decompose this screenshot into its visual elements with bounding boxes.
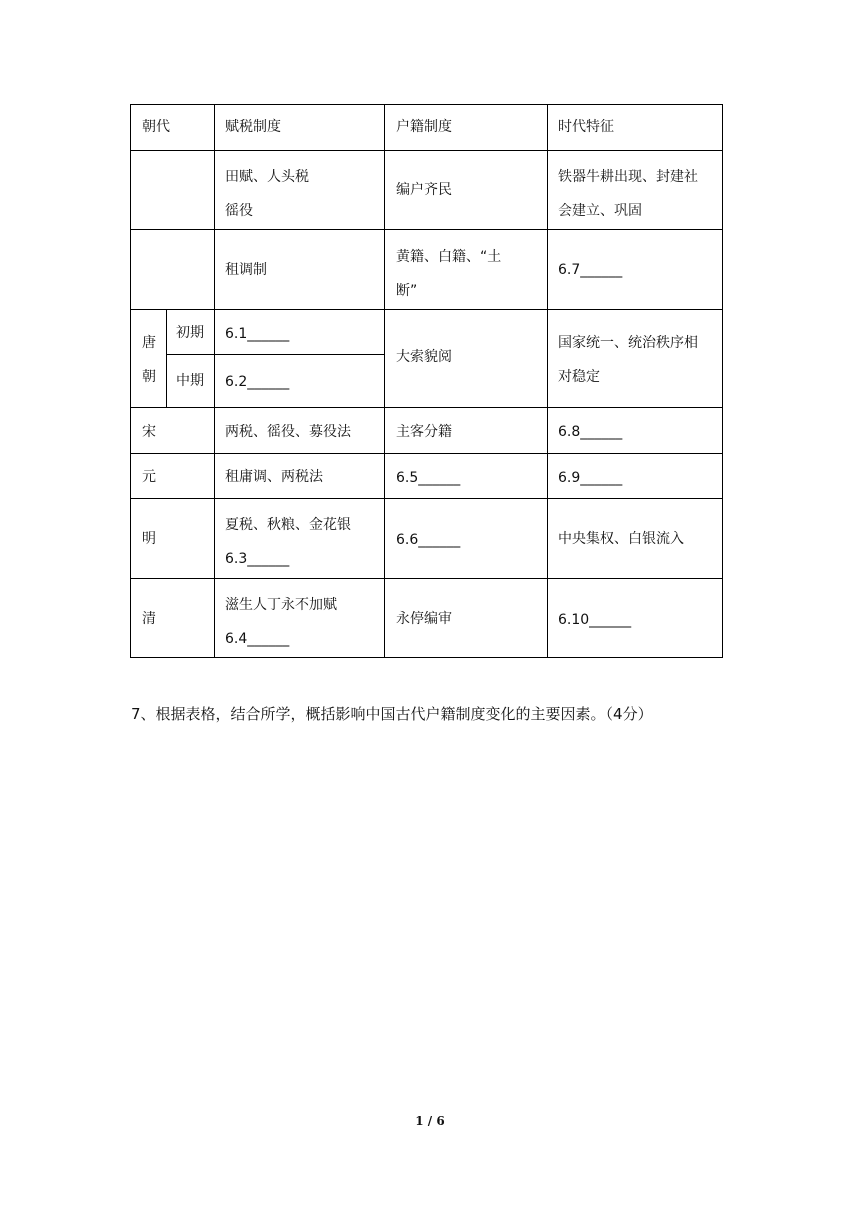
tang-household: 大索貌阅 xyxy=(396,349,452,365)
tang-early-tax-blank: 6.1______ xyxy=(225,326,290,342)
song-dynasty: 宋 xyxy=(142,424,156,440)
wei-household-line2: 断” xyxy=(396,283,418,299)
column-divider xyxy=(547,104,548,658)
wei-household xyxy=(396,240,501,308)
qing-feature-blank: 6.10______ xyxy=(558,612,632,628)
table-border xyxy=(130,104,131,658)
header-household: 户籍制度 xyxy=(396,119,452,135)
tang-feature-line2: 对稳定 xyxy=(558,369,600,385)
tang-dynasty xyxy=(142,326,156,394)
ming-feature: 中央集权、白银流入 xyxy=(558,531,684,547)
qing-tax xyxy=(225,588,337,656)
tang-feature-line1: 国家统一、统治秩序相 xyxy=(558,335,698,351)
table-border xyxy=(722,104,723,658)
qin-feature-line2: 会建立、巩固 xyxy=(558,203,642,219)
qing-dynasty: 清 xyxy=(142,611,156,627)
yuan-household-blank: 6.5______ xyxy=(396,470,461,486)
qin-tax-line1: 田赋、人头税 xyxy=(225,169,309,185)
wei-tax: 租调制 xyxy=(225,262,267,278)
ming-dynasty: 明 xyxy=(142,531,156,547)
song-feature-blank: 6.8______ xyxy=(558,424,623,440)
column-divider xyxy=(166,309,167,407)
tang-mid-label: 中期 xyxy=(176,373,204,389)
ming-household-blank: 6.6______ xyxy=(396,532,461,548)
qing-tax-line1: 滋生人丁永不加赋 xyxy=(225,597,337,613)
qin-feature xyxy=(558,160,698,228)
wei-feature-blank: 6.7______ xyxy=(558,262,623,278)
row-divider xyxy=(130,453,723,454)
song-household: 主客分籍 xyxy=(396,424,452,440)
ming-tax xyxy=(225,508,351,576)
qin-feature-line1: 铁器牛耕出现、封建社 xyxy=(558,169,698,185)
tang-dynasty-char1: 唐 xyxy=(142,335,156,351)
question-7: 7、根据表格，结合所学，概括影响中国古代户籍制度变化的主要因素。（4分） xyxy=(131,705,653,723)
tang-early-label: 初期 xyxy=(176,325,204,341)
song-tax: 两税、徭役、募役法 xyxy=(225,424,351,440)
ming-tax-line2-blank: 6.3______ xyxy=(225,551,290,567)
yuan-dynasty: 元 xyxy=(142,469,156,485)
row-divider xyxy=(130,229,723,230)
yuan-tax: 租庸调、两税法 xyxy=(225,469,323,485)
table-border xyxy=(130,657,723,658)
tang-mid-tax-blank: 6.2______ xyxy=(225,374,290,390)
header-tax: 赋税制度 xyxy=(225,119,281,135)
page-number: 1 / 6 xyxy=(415,1114,445,1128)
column-divider xyxy=(214,104,215,658)
qing-tax-line2-blank: 6.4______ xyxy=(225,631,290,647)
qing-household: 永停编审 xyxy=(396,611,452,627)
tang-dynasty-char2: 朝 xyxy=(142,369,156,385)
row-divider xyxy=(130,407,723,408)
row-divider xyxy=(130,578,723,579)
tang-feature xyxy=(558,326,698,394)
header-feature: 时代特征 xyxy=(558,119,614,135)
qin-tax-line2: 徭役 xyxy=(225,203,253,219)
table-border xyxy=(130,104,723,105)
header-dynasty: 朝代 xyxy=(142,119,170,135)
ming-tax-line1: 夏税、秋粮、金花银 xyxy=(225,517,351,533)
column-divider xyxy=(384,104,385,658)
row-divider xyxy=(166,354,385,355)
row-divider xyxy=(130,309,723,310)
yuan-feature-blank: 6.9______ xyxy=(558,470,623,486)
wei-household-line1: 黄籍、白籍、“土 xyxy=(396,249,502,265)
qin-household: 编户齐民 xyxy=(396,182,452,198)
qin-tax xyxy=(225,160,309,228)
row-divider xyxy=(130,150,723,151)
row-divider xyxy=(130,498,723,499)
